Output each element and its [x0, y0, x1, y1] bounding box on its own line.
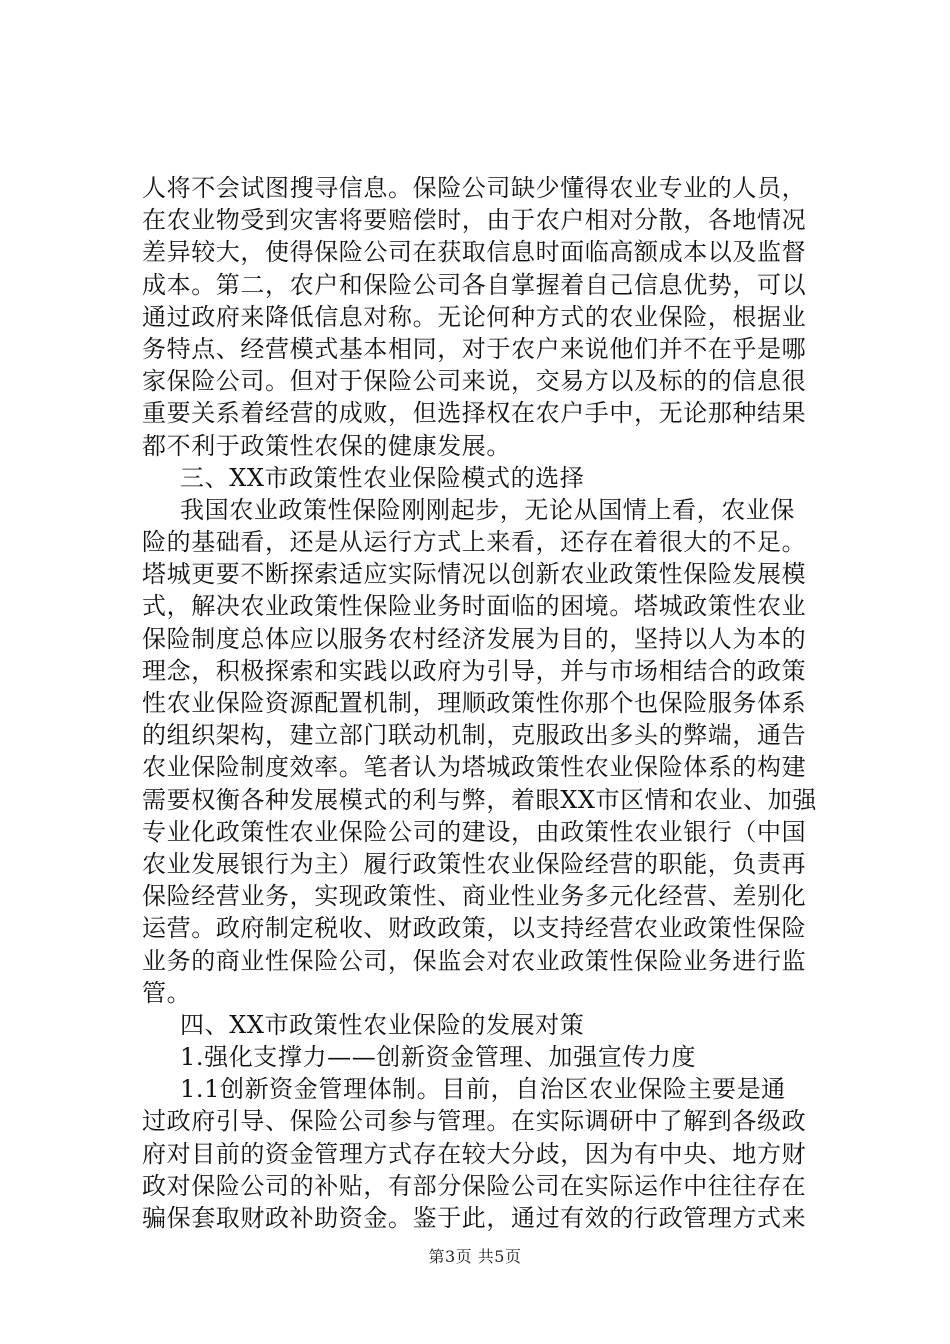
text-line: 农业保险制度效率。笔者认为塔城政策性农业保险体系的构建 [142, 753, 807, 782]
text-line: 三、XX市政策性农业保险模式的选择 [180, 463, 585, 492]
text-line: 专业化政策性农业保险公司的建设，由政策性农业银行（中国 [142, 817, 807, 846]
text-line: 重要关系着经营的成败，但选择权在农户手中，无论那种结果 [142, 399, 807, 428]
text-line: 塔城更要不断探索适应实际情况以创新农业政策性保险发展模 [142, 560, 807, 589]
text-line: 务特点、经营模式基本相同，对于农户来说他们并不在乎是哪 [142, 334, 807, 363]
page-footer: 第3页 共5页 [428, 1247, 522, 1266]
text-line: 通过政府来降低信息对称。无论何种方式的农业保险，根据业 [142, 302, 807, 331]
text-line: 在农业物受到灾害将要赔偿时，由于农户相对分散，各地情况 [142, 206, 807, 235]
text-line: 业务的商业性保险公司，保监会对农业政策性保险业务进行监 [142, 946, 807, 975]
text-line: 成本。第二，农户和保险公司各自掌握着自己信息优势，可以 [142, 270, 807, 299]
text-line: 性农业保险资源配置机制，理顺政策性你那个也保险服务体系 [142, 689, 807, 717]
text-line: 保险制度总体应以服务农村经济发展为目的，坚持以人为本的 [142, 624, 807, 653]
text-line: 差异较大，使得保险公司在获取信息时面临高额成本以及监督 [142, 238, 807, 267]
text-line: 1.1创新资金管理体制。目前，自治区农业保险主要是通 [180, 1075, 786, 1104]
text-line: 家保险公司。但对于保险公司来说，交易方以及标的的信息很 [142, 367, 807, 396]
text-line: 1.强化支撑力——创新资金管理、加强宣传力度 [180, 1043, 697, 1072]
text-line: 需要权衡各种发展模式的利与弊，着眼XX市区情和农业、加强 [142, 785, 817, 814]
text-line: 骗保套取财政补助资金。鉴于此，通过有效的行政管理方式来 [142, 1204, 807, 1232]
text-line: 管。 [142, 978, 192, 1007]
text-line: 都不利于政策性农保的健康发展。 [142, 431, 511, 460]
text-line: 政对保险公司的补贴，有部分保险公司在实际运作中往往存在 [142, 1171, 807, 1200]
text-line: 我国农业政策性保险刚刚起步，无论从国情上看，农业保 [180, 495, 795, 524]
body-text [142, 172, 842, 1234]
text-line: 险的基础看，还是从运行方式上来看，还存在着很大的不足。 [142, 528, 807, 557]
text-line: 运营。政府制定税收、财政政策，以支持经营农业政策性保险 [142, 914, 807, 943]
text-line: 理念，积极探索和实践以政府为引导，并与市场相结合的政策 [142, 656, 807, 685]
text-line: 四、XX市政策性农业保险的发展对策 [180, 1010, 585, 1039]
text-line: 人将不会试图搜寻信息。保险公司缺少懂得农业专业的人员， [142, 174, 807, 202]
text-line: 府对目前的资金管理方式存在较大分歧，因为有中央、地方财 [142, 1139, 807, 1168]
text-line: 过政府引导、保险公司参与管理。在实际调研中了解到各级政 [142, 1107, 807, 1136]
text-line: 的组织架构，建立部门联动机制，克服政出多头的弊端，通告 [142, 721, 807, 750]
text-line: 式，解决农业政策性保险业务时面临的困境。塔城政策性农业 [142, 592, 807, 621]
text-line: 保险经营业务，实现政策性、商业性业务多元化经营、差别化 [142, 882, 807, 911]
text-line: 农业发展银行为主）履行政策性农业保险经营的职能，负责再 [142, 849, 807, 878]
